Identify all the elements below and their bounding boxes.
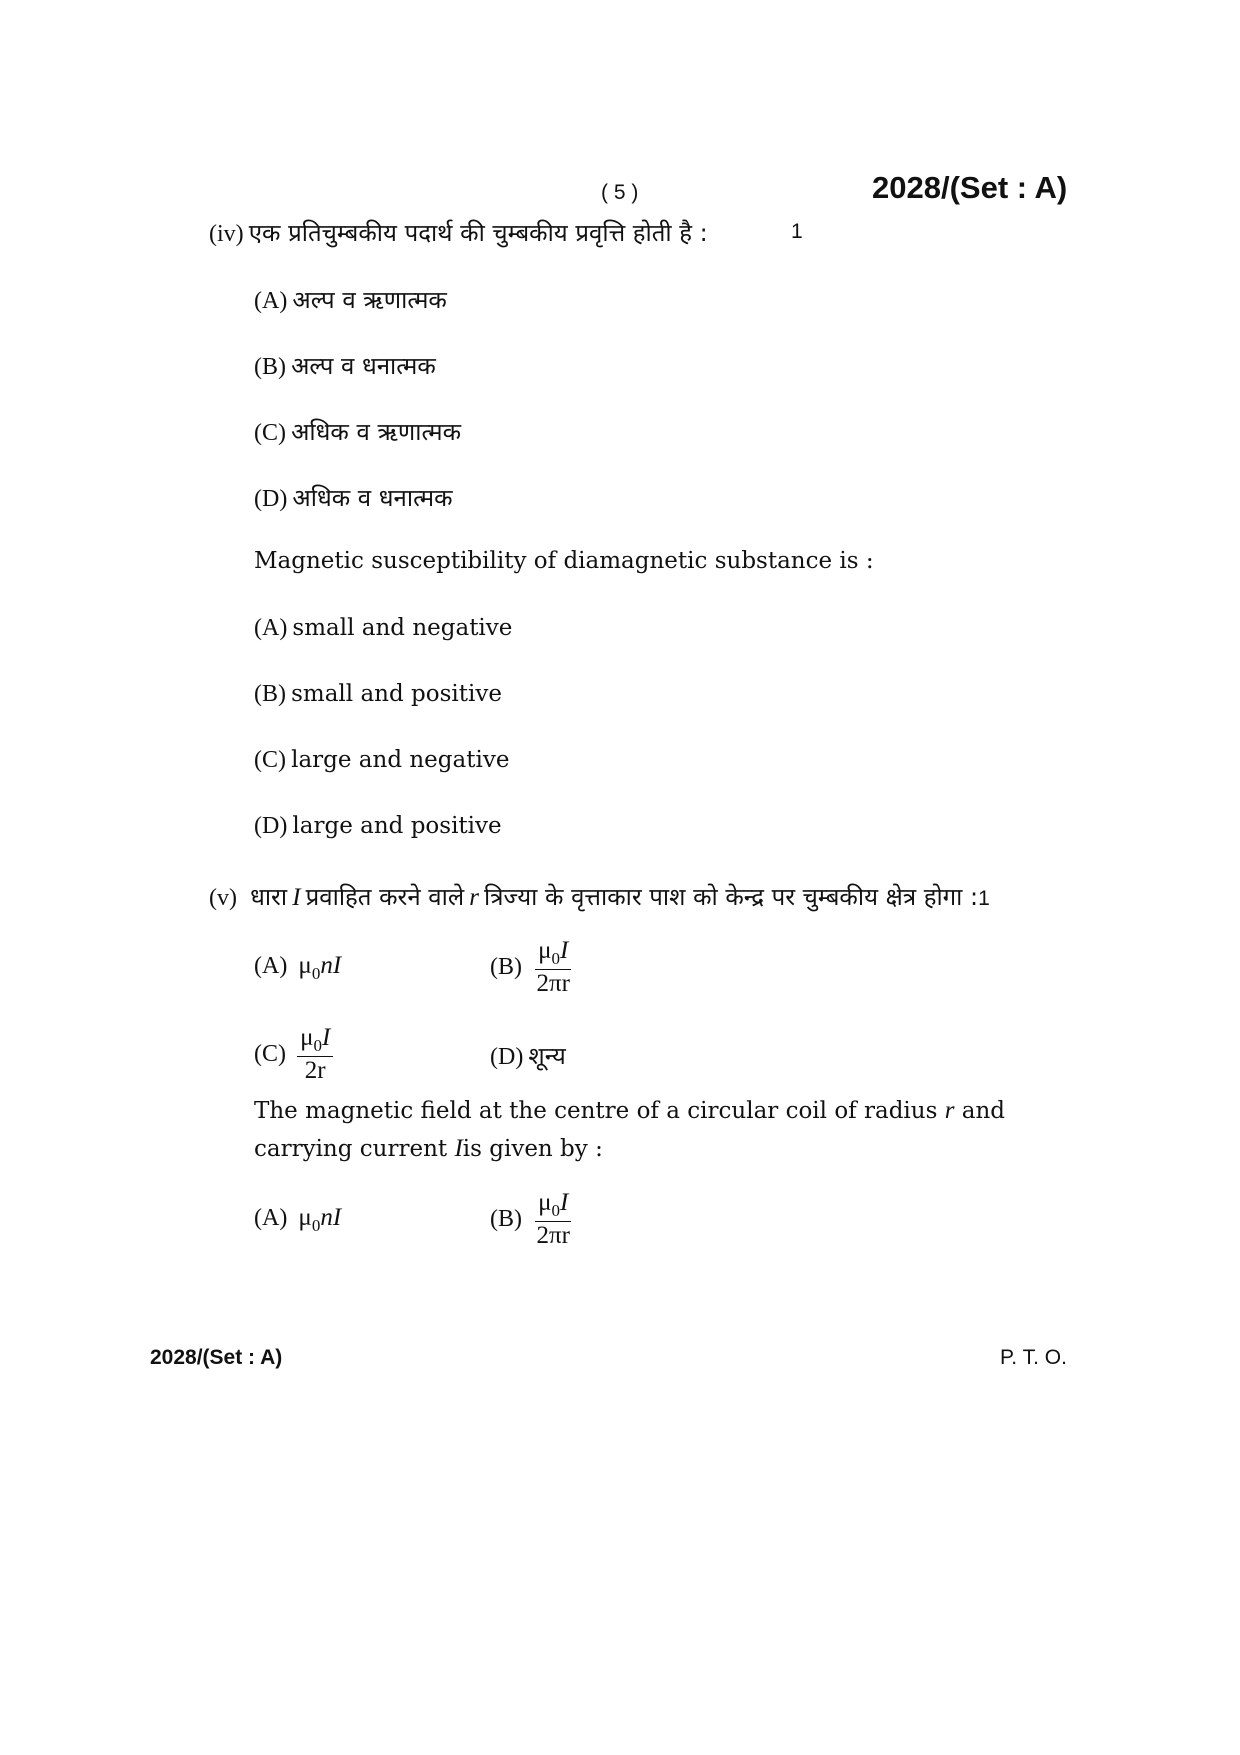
option-a-hindi	[254, 283, 447, 316]
option-a-formula	[254, 952, 341, 984]
set-code-footer: 2028/(Set : A)	[150, 1346, 283, 1369]
variable-r: r	[944, 1097, 955, 1124]
question-text-part1: The magnetic field at the centre of a circular coil of radius	[254, 1098, 938, 1124]
option-label: (A)	[254, 953, 288, 979]
option-label: (D)	[254, 813, 288, 839]
question-number: (iv)	[209, 221, 244, 247]
question-text-part1: धारा	[250, 883, 288, 911]
option-label: (B)	[254, 354, 286, 380]
variable-I: I	[454, 1135, 463, 1162]
mu-symbol: μ	[298, 952, 312, 979]
variable-nI: nI	[320, 1204, 342, 1231]
option-b-formula-english	[490, 1190, 571, 1249]
option-text: large and positive	[292, 813, 502, 839]
option-label: (D)	[254, 486, 288, 512]
variable-I: I	[560, 937, 569, 964]
set-code-header: 2028/(Set : A)	[872, 170, 1068, 205]
mu-symbol: μ	[300, 1024, 314, 1051]
option-c-english	[254, 747, 509, 774]
option-text: large and negative	[291, 747, 510, 773]
option-text: अधिक व ऋणात्मक	[291, 418, 462, 446]
pto: P. T. O.	[1000, 1346, 1067, 1369]
question-text: एक प्रतिचुम्बकीय पदार्थ की चुम्बकीय प्रवृत्ति होती है :	[248, 219, 708, 247]
option-label: (C)	[254, 1041, 286, 1068]
option-a-formula-english	[254, 1204, 341, 1236]
mu-symbol: μ	[538, 1189, 552, 1216]
option-text: शून्य	[528, 1042, 566, 1070]
subscript-zero: 0	[313, 1036, 322, 1055]
option-text: small and negative	[292, 615, 513, 641]
option-label: (C)	[254, 420, 286, 446]
option-text: अल्प व धनात्मक	[291, 352, 436, 380]
option-label: (C)	[254, 747, 286, 773]
variable-I: I	[292, 884, 301, 911]
option-d-zero	[490, 1039, 566, 1072]
question-text-part2: and	[961, 1098, 1006, 1124]
option-a-english	[254, 615, 512, 642]
option-label: (B)	[254, 681, 286, 707]
page-number: ( 5 )	[601, 181, 639, 204]
option-d-english	[254, 813, 502, 840]
question-iv-english: Magnetic susceptibility of diamagnetic substance is :	[254, 548, 874, 574]
option-d-hindi	[254, 481, 453, 514]
option-label: (A)	[254, 1205, 288, 1231]
denominator: 2πr	[536, 969, 570, 997]
option-b-english	[254, 681, 502, 708]
option-b-hindi	[254, 349, 436, 382]
option-label: (B)	[490, 1206, 522, 1233]
variable-nI: nI	[320, 952, 342, 979]
question-iv-hindi	[209, 216, 708, 249]
option-text: अधिक व धनात्मक	[292, 484, 453, 512]
question-text-part3: carrying current	[254, 1136, 448, 1162]
question-v-hindi	[209, 880, 990, 913]
question-text-part2: प्रवाहित करने वाले	[305, 883, 465, 911]
variable-I: I	[560, 1189, 569, 1216]
variable-r: r	[469, 884, 479, 911]
subscript-zero: 0	[551, 949, 560, 968]
marks: 1	[791, 220, 803, 243]
variable-I: I	[322, 1024, 331, 1051]
option-c-hindi	[254, 415, 461, 448]
option-label: (A)	[254, 615, 288, 641]
question-number: (v)	[209, 885, 237, 911]
subscript-zero: 0	[551, 1201, 560, 1220]
question-text-part4: is given by :	[462, 1136, 603, 1162]
denominator: 2πr	[536, 1221, 570, 1249]
question-v-english-line1	[254, 1097, 1084, 1125]
option-b-formula	[490, 938, 571, 997]
marks: 1	[978, 887, 990, 910]
mu-symbol: μ	[538, 937, 552, 964]
option-text: small and positive	[291, 681, 502, 707]
question-v-english-line2	[254, 1135, 603, 1163]
option-label: (D)	[490, 1044, 524, 1070]
mu-symbol: μ	[298, 1204, 312, 1231]
option-label: (A)	[254, 288, 288, 314]
subscript-zero: 0	[311, 1216, 321, 1235]
denominator: 2r	[304, 1056, 326, 1084]
option-c-formula	[254, 1025, 333, 1084]
question-text-part3: त्रिज्या के वृत्ताकार पाश को केन्द्र पर चुम्बकीय क्षेत्र होगा :	[484, 883, 979, 911]
subscript-zero: 0	[311, 964, 321, 983]
option-label: (B)	[490, 954, 522, 981]
option-text: अल्प व ऋणात्मक	[292, 286, 447, 314]
